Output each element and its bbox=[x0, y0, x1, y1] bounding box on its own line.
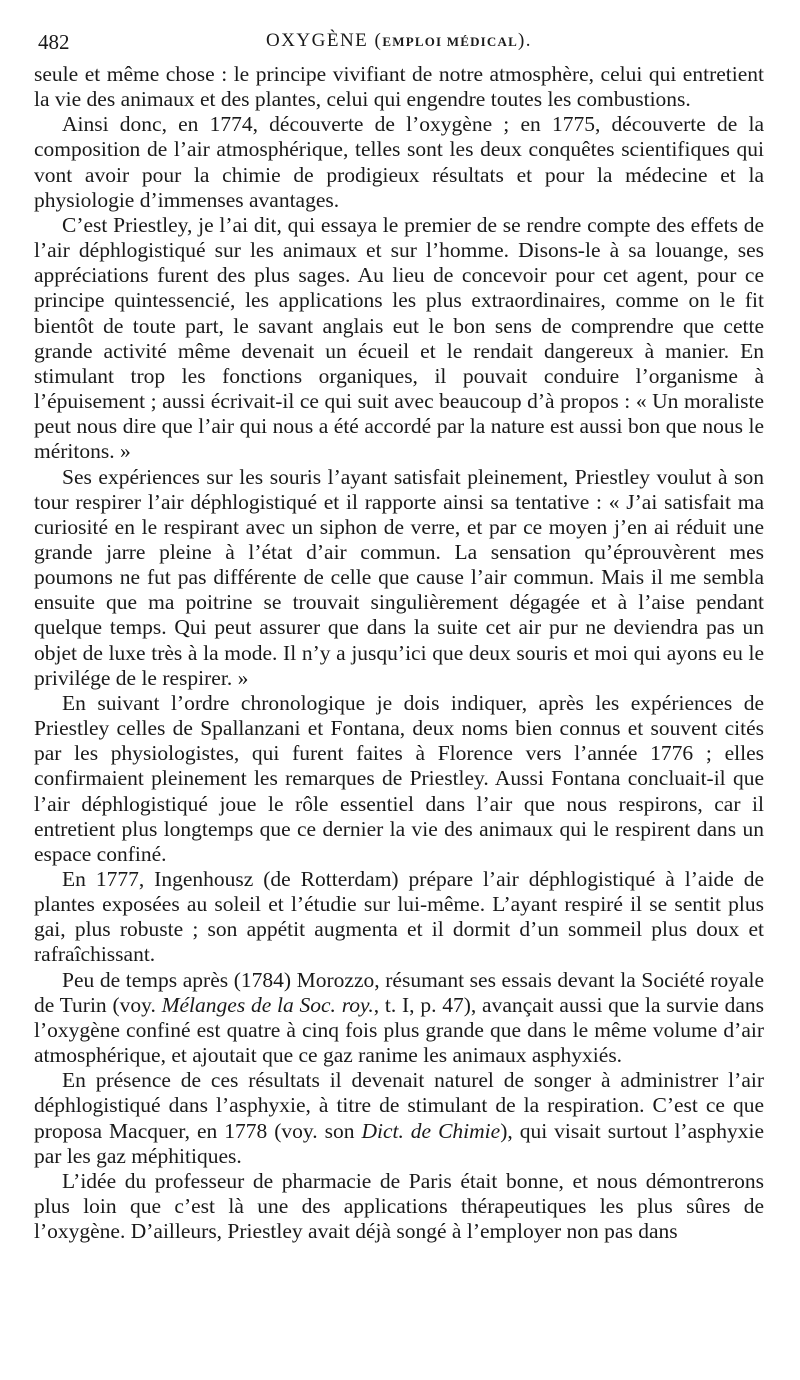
paragraph bbox=[34, 112, 764, 213]
paragraph-text: , t. I, p. 47), avançait aussi que la survie dans l’oxygène confiné est quatre à cinq fois plus grande que dans le même volume d’air atmosphérique, et ajoutait que ce gaz ranime les animaux asphyxiés. bbox=[34, 992, 764, 1068]
paragraph-text: seule et même chose : le principe vivifiant de notre atmosphère, celui qui entretient la vie des animaux et des plantes, celui qui engendre toutes les combustions. bbox=[34, 62, 764, 112]
page-number: 482 bbox=[38, 30, 70, 54]
paragraph-text: En présence de ces résultats il devenait naturel de songer à administrer l’air déphlogistiqué dans l’asphyxie, à titre de stimulant de la respiration. C’est ce que proposa Macquer, en 1778 (voy. son bbox=[34, 1068, 764, 1143]
paragraph-text: Ses expériences sur les souris l’ayant satisfait pleinement, Priestley voulut à son tour respirer l’air déphlogistiqué et il rapporte ainsi sa tentative : « J’ai satisfait ma curiosité en le respirant avec un siphon de verre, et par ce moyen j’en ai réduit une grande jarre pleine à l’état d’air commun. La sensation qu’éprouvèrent mes poumons ne fut pas différente de celle que cause l’air commun. Mais il me sembla ensuite que ma poitrine se trouvait singulièrement dégagée et à l’aise pendant quelque temps. Qui peut assurer que dans la suite cet air pur ne deviendra pas un objet de luxe très à la mode. Il n’y a jusqu’ici que deux souris et moi qui ayons eu le privilége de le respirer. » bbox=[34, 464, 764, 690]
body-text bbox=[34, 62, 764, 1244]
page-header bbox=[34, 22, 764, 62]
paragraph bbox=[34, 691, 764, 867]
italic-citation: Dict. de Chimie bbox=[361, 1118, 501, 1143]
paragraph-text: En 1777, Ingenhousz (de Rotterdam) prépare l’air déphlogistiqué à l’aide de plantes exposées au soleil et l’étudie sur lui-même. L’ayant respiré il se sentit plus gai, plus robuste ; son appétit augmenta et il dormit d’un sommeil plus doux et rafraîchissant. bbox=[34, 867, 764, 967]
paragraph-text: En suivant l’ordre chronologique je dois indiquer, après les expériences de Priestley celles de Spallanzani et Fontana, deux noms bien connus et souvent cités par les physiologistes, qui furent faites à Florence vers l’année 1776 ; elles confirmaient pleinement les remarques de Priestley. Aussi Fontana concluait-il que l’air déphlogistiqué joue le rôle essentiel dans l’air que nous respirons, car il entretient plus longtemps que ce dernier la vie des animaux qui le respirent dans un espace confiné. bbox=[34, 690, 764, 866]
italic-citation: Mélanges de la Soc. roy. bbox=[161, 992, 374, 1017]
running-head-paren-open: ( bbox=[374, 30, 383, 51]
running-head-paren-close: ). bbox=[517, 30, 533, 51]
paragraph-text: C’est Priestley, je l’ai dit, qui essaya le premier de se rendre compte des effets de l’air déphlogistiqué sur les animaux et sur l’homme. Disons-le à sa louange, ses appréciations furent des plus sages. Au lieu de concevoir pour cet agent, pour ce principe quintessencié, les applications les plus extraordinaires, comme on le fit bientôt de toute part, le savant anglais eut le bon sens de comprendre que cette grande activité même devenait un écueil et le rendait dangereux à manier. En stimulant trop les fonctions organiques, il pouvait conduire l’organisme à l’épuisement ; aussi écrivait-il ce qui suit avec beaucoup d’à propos : « Un moraliste peut nous dire que l’air qui nous a été accordé par la nature est aussi bon que nous le méritons. » bbox=[34, 212, 764, 464]
paragraph-text: Ainsi donc, en 1774, découverte de l’oxygène ; en 1775, découverte de la composition de l’air atmosphérique, telles sont les deux conquêtes scientifiques qui vont avoir pour la chimie de prodigieux résultats et pour la médecine et la physiologie d’immenses avantages. bbox=[34, 112, 764, 212]
paragraph bbox=[34, 465, 764, 691]
paragraph bbox=[34, 867, 764, 968]
paragraph bbox=[34, 968, 764, 1069]
running-head-subtitle: EMPLOI MÉDICAL bbox=[382, 34, 518, 49]
paragraph bbox=[34, 62, 764, 112]
running-head bbox=[34, 30, 764, 52]
paragraph bbox=[34, 213, 764, 465]
paragraph-text: ), qui visait surtout l’asphyxie par les gaz méphitiques. bbox=[34, 1118, 765, 1168]
paragraph-text: L’idée du professeur de pharmacie de Paris était bonne, et nous démontrerons plus loin que c’est là une des applications thérapeutiques les plus sûres de l’oxygène. D’ailleurs, Priestley avait déjà songé à l’employer non pas dans bbox=[34, 1168, 764, 1244]
paragraph-text: Peu de temps après (1784) Morozzo, résumant ses essais devant la Société royale de Turin (voy. bbox=[34, 967, 764, 1017]
paragraph bbox=[34, 1068, 764, 1169]
book-page bbox=[34, 22, 764, 1244]
running-head-title: OXYGÈNE bbox=[265, 30, 369, 51]
paragraph bbox=[34, 1169, 764, 1244]
